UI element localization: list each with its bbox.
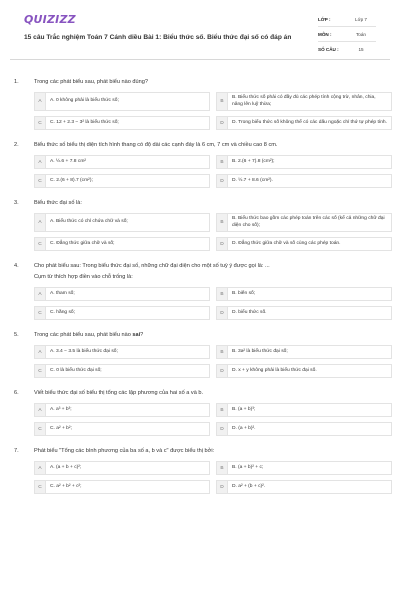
option-text: C. 2.(6 + 8).7 (cm²); bbox=[50, 177, 93, 183]
option-text: B. (a + b)² + c; bbox=[232, 464, 264, 470]
question-4 bbox=[14, 262, 390, 320]
option-letter: A bbox=[35, 214, 46, 231]
option-letter: B bbox=[217, 462, 228, 474]
page-title: 15 câu Trắc nghiệm Toán 7 Cánh diều Bài 1: Biểu thức số. Biểu thức đại số có đáp án bbox=[24, 34, 292, 41]
option-letter: D bbox=[217, 238, 228, 250]
option-letter: C bbox=[35, 481, 46, 493]
meta-key: LỚP : bbox=[318, 16, 331, 22]
option-d[interactable] bbox=[216, 174, 392, 188]
option-letter: D bbox=[217, 307, 228, 319]
option-text: B. Biểu thức bao gồm các phép toán trên các số (kể cả những chữ đại diện cho số); bbox=[232, 216, 385, 228]
question-text: Trong các phát biểu sau, phát biểu nào đúng? bbox=[34, 79, 148, 85]
option-c[interactable] bbox=[34, 364, 210, 378]
option-c[interactable] bbox=[34, 116, 210, 130]
option-text: A. Biểu thức có chỉ chứa chữ và số; bbox=[50, 219, 128, 225]
question-number: 3. bbox=[14, 200, 19, 206]
option-letter: A bbox=[35, 156, 46, 168]
option-letter: A bbox=[35, 288, 46, 300]
option-a[interactable] bbox=[34, 287, 210, 301]
option-letter: A bbox=[35, 462, 46, 474]
option-d[interactable] bbox=[216, 364, 392, 378]
meta-value: Toán bbox=[356, 31, 366, 37]
option-text: D. ½.7 + 8.6 (cm²). bbox=[232, 177, 273, 183]
option-text: B. Biểu thức số phải có đầy đủ các phép tính cộng trừ, nhân, chia, nâng lên luỹ thừa; bbox=[232, 95, 376, 107]
option-letter: A bbox=[35, 346, 46, 358]
question-text: Biểu thức đại số là: bbox=[34, 200, 82, 206]
option-d[interactable] bbox=[216, 306, 392, 320]
option-d[interactable] bbox=[216, 422, 392, 436]
question-text: Phát biểu "Tổng các bình phương của ba số a, b và c" được biểu thị bởi: bbox=[34, 448, 215, 454]
option-text: D. biểu thức số. bbox=[232, 309, 267, 315]
option-text: D. x + y không phải là biểu thức đại số. bbox=[232, 367, 317, 373]
option-a[interactable] bbox=[34, 345, 210, 359]
quizizz-logo[interactable]: QUIZIZZ bbox=[24, 13, 76, 26]
option-letter: B bbox=[217, 288, 228, 300]
question-6 bbox=[14, 389, 390, 436]
option-text: A. ½.6 + 7.8 cm² bbox=[50, 158, 87, 164]
option-text: C. 0 là biểu thức đại số; bbox=[50, 367, 102, 373]
question-number: 2. bbox=[14, 142, 19, 148]
option-text: C. a² + b²; bbox=[50, 425, 72, 431]
option-c[interactable] bbox=[34, 422, 210, 436]
option-text: B. 2.(6 + 7).8 (cm²); bbox=[232, 158, 275, 164]
option-a[interactable] bbox=[34, 155, 210, 169]
meta-value: 15 bbox=[358, 47, 364, 52]
option-text: A. 3.4 − 3.5 là biểu thức đại số; bbox=[50, 348, 118, 354]
option-letter: C bbox=[35, 238, 46, 250]
option-letter: A bbox=[35, 404, 46, 416]
option-letter: C bbox=[35, 175, 46, 187]
question-2 bbox=[14, 141, 390, 188]
option-d[interactable] bbox=[216, 116, 392, 130]
question-3 bbox=[14, 199, 390, 251]
question-number: 1. bbox=[14, 79, 19, 85]
option-a[interactable] bbox=[34, 461, 210, 475]
question-5 bbox=[14, 331, 390, 378]
option-letter: D bbox=[217, 175, 228, 187]
option-text: D. a² + (b + c)². bbox=[232, 483, 266, 489]
option-letter: D bbox=[217, 423, 228, 435]
option-text: C. Đẳng thức giữa chữ và số; bbox=[50, 240, 115, 246]
meta-row-count bbox=[318, 42, 376, 57]
option-text: A. (a + b + c)²; bbox=[50, 464, 82, 470]
option-b[interactable] bbox=[216, 461, 392, 475]
option-text: A. tham số; bbox=[50, 290, 75, 296]
option-c[interactable] bbox=[34, 480, 210, 494]
option-letter: B bbox=[217, 404, 228, 416]
question-number: 5. bbox=[14, 332, 19, 338]
question-list bbox=[10, 60, 390, 494]
meta-key: SỐ CÂU : bbox=[318, 47, 339, 52]
option-b[interactable] bbox=[216, 155, 392, 169]
option-a[interactable] bbox=[34, 92, 210, 111]
option-a[interactable] bbox=[34, 213, 210, 232]
question-text-emphasis: sai bbox=[132, 332, 141, 338]
question-subtext: Cụm từ thích hợp điền vào chỗ trống là: bbox=[34, 274, 133, 280]
option-b[interactable] bbox=[216, 92, 392, 111]
option-c[interactable] bbox=[34, 306, 210, 320]
option-text: D. (a + b)². bbox=[232, 425, 256, 431]
option-letter: B bbox=[217, 346, 228, 358]
option-text: B. (a + b)³; bbox=[232, 406, 256, 412]
question-1 bbox=[14, 78, 390, 130]
option-letter: B bbox=[217, 93, 228, 110]
question-text-post: ? bbox=[140, 332, 144, 338]
option-letter: C bbox=[35, 423, 46, 435]
option-letter: A bbox=[35, 93, 46, 110]
meta-row-subject bbox=[318, 27, 376, 42]
option-letter: C bbox=[35, 365, 46, 377]
page-header bbox=[10, 0, 390, 60]
option-text: A. 0 không phải là biểu thức số; bbox=[50, 98, 119, 104]
meta-value: Lớp 7 bbox=[355, 16, 367, 22]
meta-key: MÔN : bbox=[318, 31, 332, 37]
option-text: B. biến số; bbox=[232, 290, 256, 296]
option-letter: C bbox=[35, 307, 46, 319]
question-7 bbox=[14, 447, 390, 494]
option-b[interactable] bbox=[216, 287, 392, 301]
option-letter: D bbox=[217, 481, 228, 493]
option-d[interactable] bbox=[216, 480, 392, 494]
option-text: C. hằng số; bbox=[50, 309, 76, 315]
option-text: C. a² + b² + c²; bbox=[50, 483, 82, 489]
option-text: B. 3a² là biểu thức đại số; bbox=[232, 348, 288, 354]
option-c[interactable] bbox=[34, 174, 210, 188]
option-c[interactable] bbox=[34, 237, 210, 251]
question-text: Viết biểu thức đại số biểu thị tổng các lập phương của hai số a và b. bbox=[34, 390, 204, 396]
question-number: 4. bbox=[14, 263, 19, 269]
question-number: 6. bbox=[14, 390, 19, 396]
question-text: Cho phát biểu sau: Trong biểu thức đại số, những chữ đại diện cho một số tuỳ ý được gọi là: ... bbox=[34, 263, 270, 269]
question-number: 7. bbox=[14, 448, 19, 454]
option-text: A. a³ + b³; bbox=[50, 406, 72, 412]
option-d[interactable] bbox=[216, 237, 392, 251]
option-b[interactable] bbox=[216, 213, 392, 232]
option-letter: D bbox=[217, 365, 228, 377]
meta-row-grade bbox=[318, 12, 376, 27]
question-text-pre: Trong các phát biểu sau, phát biểu nào bbox=[34, 332, 133, 338]
question-text: Biểu thức số biểu thị diện tích hình thang có độ dài các cạnh đáy là 6 cm, 7 cm và chiều cao 8 cm. bbox=[34, 142, 278, 148]
option-text: C. 12 + 2.3 − 3² là biểu thức số; bbox=[50, 119, 119, 125]
option-text: D. Trong biểu thức số không thể có các dấu ngoặc chỉ thứ tự phép tính. bbox=[232, 119, 388, 125]
question-text bbox=[34, 331, 390, 339]
option-b[interactable] bbox=[216, 345, 392, 359]
option-letter: B bbox=[217, 156, 228, 168]
quiz-meta-panel bbox=[318, 12, 376, 57]
option-b[interactable] bbox=[216, 403, 392, 417]
option-text: D. Đẳng thức giữa chữ và số cùng các phép toán. bbox=[232, 240, 341, 246]
option-letter: B bbox=[217, 214, 228, 231]
option-letter: C bbox=[35, 117, 46, 129]
option-letter: D bbox=[217, 117, 228, 129]
option-a[interactable] bbox=[34, 403, 210, 417]
